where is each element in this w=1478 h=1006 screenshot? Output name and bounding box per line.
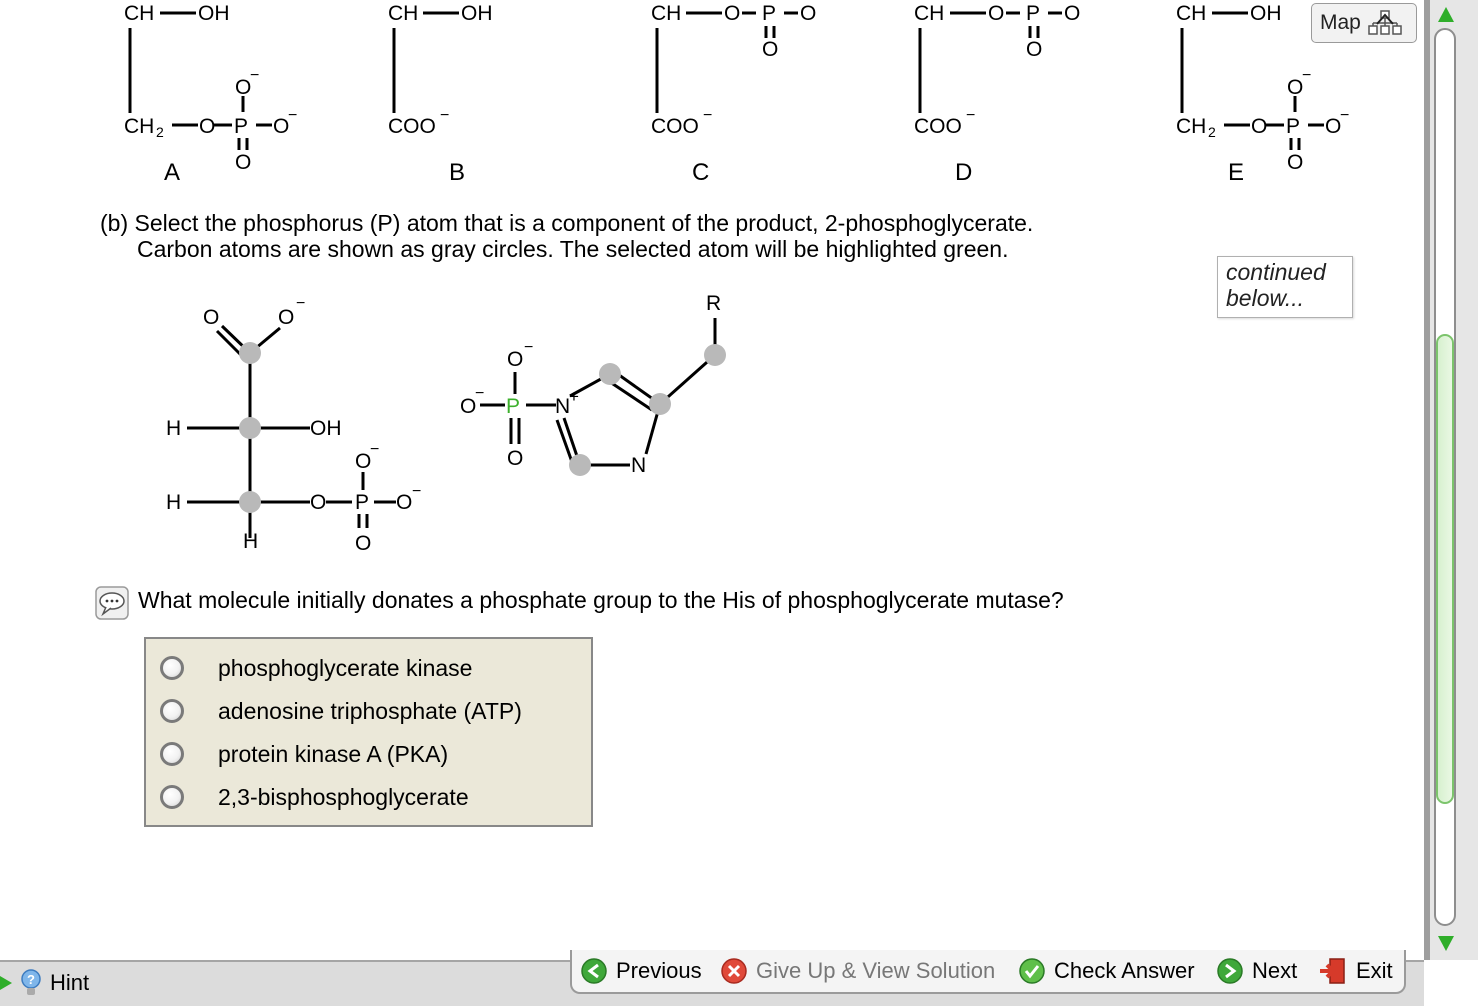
radio-button-icon[interactable] — [160, 742, 184, 766]
svg-text:+: + — [569, 387, 579, 406]
svg-text:O: O — [235, 151, 252, 174]
svg-text:O: O — [355, 532, 372, 555]
check-icon — [1018, 957, 1046, 985]
svg-text:O: O — [273, 115, 290, 138]
svg-text:−: − — [475, 385, 485, 402]
svg-text:O: O — [1325, 115, 1342, 138]
choice-2[interactable]: adenosine triphosphate (ATP) — [160, 693, 522, 729]
mol-d-label: D — [955, 159, 973, 186]
hint-button[interactable] — [0, 966, 89, 1000]
next-arrow-icon — [1216, 957, 1244, 985]
mol-b-label: B — [449, 159, 466, 186]
comment-bubble-icon[interactable] — [95, 586, 129, 620]
svg-text:O: O — [1064, 2, 1081, 25]
svg-text:−: − — [524, 339, 534, 356]
svg-text:−: − — [440, 107, 450, 124]
part-b-line2: Carbon atoms are shown as gray circles. The selected atom will be highlighted green. — [137, 236, 1009, 262]
svg-text:O: O — [203, 306, 220, 329]
previous-arrow-icon — [580, 957, 608, 985]
mol-e-label: E — [1228, 159, 1245, 186]
carbon-atom-his-c2[interactable] — [649, 393, 671, 415]
mol-c-ch: CH — [651, 2, 682, 25]
mol-e-oh: OH — [1250, 2, 1282, 25]
carbon-atom-c3[interactable] — [239, 491, 261, 513]
give-up-x-icon — [720, 957, 748, 985]
mol-e-ch: CH — [1176, 2, 1207, 25]
svg-text:2: 2 — [156, 124, 164, 140]
svg-text:N: N — [555, 395, 571, 418]
svg-text:−: − — [966, 107, 976, 124]
mol-d-coo: COO — [914, 115, 962, 138]
svg-text:−: − — [288, 107, 298, 124]
answer-choices — [144, 637, 593, 827]
svg-text:−: − — [250, 67, 260, 84]
mol-b-ch: CH — [388, 2, 419, 25]
mol-e-ch2: CH — [1176, 115, 1207, 138]
exit-button[interactable]: Exit — [1318, 956, 1393, 986]
svg-text:P: P — [234, 115, 249, 138]
radio-button-icon[interactable] — [160, 699, 184, 723]
mol-a-label: A — [164, 159, 181, 186]
mol-b-coo: COO — [388, 115, 436, 138]
carbon-atom-his-c1[interactable] — [599, 363, 621, 385]
svg-text:O: O — [724, 2, 741, 25]
carbon-atom-c2[interactable] — [239, 417, 261, 439]
svg-text:O: O — [310, 491, 327, 514]
svg-text:H: H — [166, 491, 182, 514]
svg-text:−: − — [1302, 67, 1312, 84]
svg-text:O: O — [1287, 151, 1304, 174]
mol-c-label: C — [692, 159, 710, 186]
radio-button-icon[interactable] — [160, 785, 184, 809]
give-up-button[interactable]: Give Up & View Solution — [720, 956, 995, 986]
scroll-up-arrow-icon[interactable] — [1434, 2, 1458, 26]
choice-1[interactable]: phosphoglycerate kinase — [160, 650, 472, 686]
part-b-line1: (b) Select the phosphorus (P) atom that is a component of the product, 2-phosphoglycerate. — [100, 210, 1034, 236]
continued-below-note: continued below... — [1217, 256, 1353, 318]
svg-text:P: P — [762, 2, 777, 25]
choice-4[interactable]: 2,3-bisphosphoglycerate — [160, 779, 469, 815]
svg-text:−: − — [412, 483, 422, 500]
svg-text:−: − — [296, 295, 306, 312]
map-button-label: Map — [1320, 11, 1361, 34]
check-answer-button[interactable]: Check Answer — [1018, 956, 1195, 986]
svg-text:O: O — [988, 2, 1005, 25]
mol-d-ch: CH — [914, 2, 945, 25]
carbon-atom-c1[interactable] — [239, 342, 261, 364]
scrollbar-thumb[interactable] — [1436, 334, 1454, 804]
phosphorus-atom-2pg[interactable]: P — [355, 491, 370, 514]
svg-text:OH: OH — [310, 417, 342, 440]
lightbulb-icon — [18, 968, 44, 998]
next-button[interactable]: Next — [1216, 956, 1297, 986]
svg-text:O: O — [355, 450, 372, 473]
exit-door-icon — [1318, 956, 1348, 986]
expand-arrow-icon — [0, 973, 14, 993]
svg-text:O: O — [1287, 76, 1304, 99]
svg-text:O: O — [396, 491, 413, 514]
radio-button-icon[interactable] — [160, 656, 184, 680]
svg-text:O: O — [235, 76, 252, 99]
svg-text:P: P — [1026, 2, 1041, 25]
svg-text:O: O — [278, 306, 295, 329]
carbon-atom-his-c3[interactable] — [569, 454, 591, 476]
svg-text:H: H — [166, 417, 182, 440]
svg-text:N: N — [631, 454, 647, 477]
mol-b-oh: OH — [461, 2, 493, 25]
svg-text:P: P — [1286, 115, 1301, 138]
mol-a-oh: OH — [198, 2, 230, 25]
svg-text:O: O — [507, 447, 524, 470]
previous-button[interactable]: Previous — [580, 956, 702, 986]
svg-text:2: 2 — [1208, 124, 1216, 140]
hint-label: Hint — [50, 970, 90, 995]
svg-text:O: O — [800, 2, 817, 25]
svg-text:O: O — [507, 348, 524, 371]
scroll-down-arrow-icon[interactable] — [1434, 932, 1458, 956]
svg-text:O: O — [762, 38, 779, 61]
svg-text:−: − — [370, 441, 380, 458]
svg-text:H: H — [243, 530, 259, 553]
svg-text:−: − — [1340, 107, 1350, 124]
carbon-atom-his-ch2[interactable] — [704, 344, 726, 366]
svg-text:O: O — [199, 115, 216, 138]
svg-text:O: O — [1251, 115, 1268, 138]
svg-text:O: O — [1026, 38, 1043, 61]
mol-c-coo: COO — [651, 115, 699, 138]
question-text: What molecule initially donates a phosphate group to the His of phosphoglycerate mutase? — [138, 587, 1064, 613]
svg-text:O: O — [460, 395, 477, 418]
mol-a-ch: CH — [124, 2, 155, 25]
svg-text:?: ? — [27, 972, 35, 987]
phosphorus-atom-his-selected[interactable]: P — [506, 395, 521, 418]
choice-3[interactable]: protein kinase A (PKA) — [160, 736, 448, 772]
svg-text:R: R — [706, 292, 722, 315]
svg-text:−: − — [703, 107, 713, 124]
mol-a-ch2: CH — [124, 115, 155, 138]
